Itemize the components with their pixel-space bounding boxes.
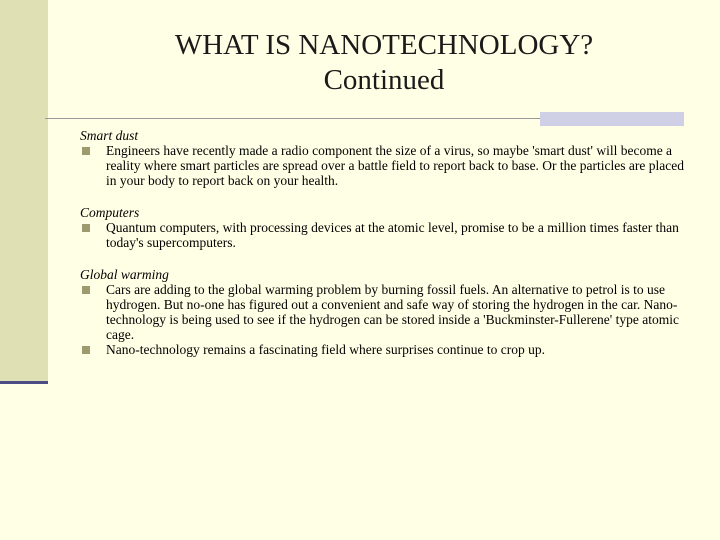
left-decorative-bar — [0, 0, 48, 382]
title-divider-accent — [540, 112, 684, 126]
title-divider — [45, 118, 540, 119]
section-smart-dust — [80, 128, 690, 188]
bullet-text: Nano-technology remains a fascinating field where surprises continue to crop up. — [106, 342, 545, 357]
bullet-item — [80, 342, 690, 357]
slide-body — [80, 128, 690, 374]
slide-title-line-1: WHAT IS NANOTECHNOLOGY? — [174, 29, 594, 61]
slide-title-line-2: Continued — [323, 64, 445, 96]
slide-title — [48, 28, 720, 98]
section-heading: Global warming — [80, 267, 169, 282]
section-heading: Computers — [80, 205, 140, 220]
left-bar-edge — [0, 381, 48, 384]
section-computers — [80, 205, 690, 250]
bullet-item — [80, 282, 690, 342]
bullet-text: Quantum computers, with processing devices at the atomic level, promise to be a million times faster than today's supercomputers. — [106, 220, 679, 250]
square-bullet-icon — [82, 147, 90, 155]
bullet-item — [80, 143, 690, 188]
square-bullet-icon — [82, 286, 90, 294]
square-bullet-icon — [82, 346, 90, 354]
bullet-text: Cars are adding to the global warming problem by burning fossil fuels. An alternative to petrol is to use hydrogen. But no-one has figured out a convenient and safe way of storing the hydrogen in the car. Nano-technology is being used to see if the hydrogen can be stored inside a 'Buckminster-Fullerene' type atomic cage. — [106, 282, 679, 342]
section-global-warming — [80, 267, 690, 357]
bullet-text: Engineers have recently made a radio component the size of a virus, so maybe 'smart dust' will become a reality where smart particles are spread over a battle field to report back to base. Or the particles are placed in your body to report back on your health. — [106, 143, 684, 188]
section-heading: Smart dust — [80, 128, 139, 143]
bullet-item — [80, 220, 690, 250]
square-bullet-icon — [82, 224, 90, 232]
